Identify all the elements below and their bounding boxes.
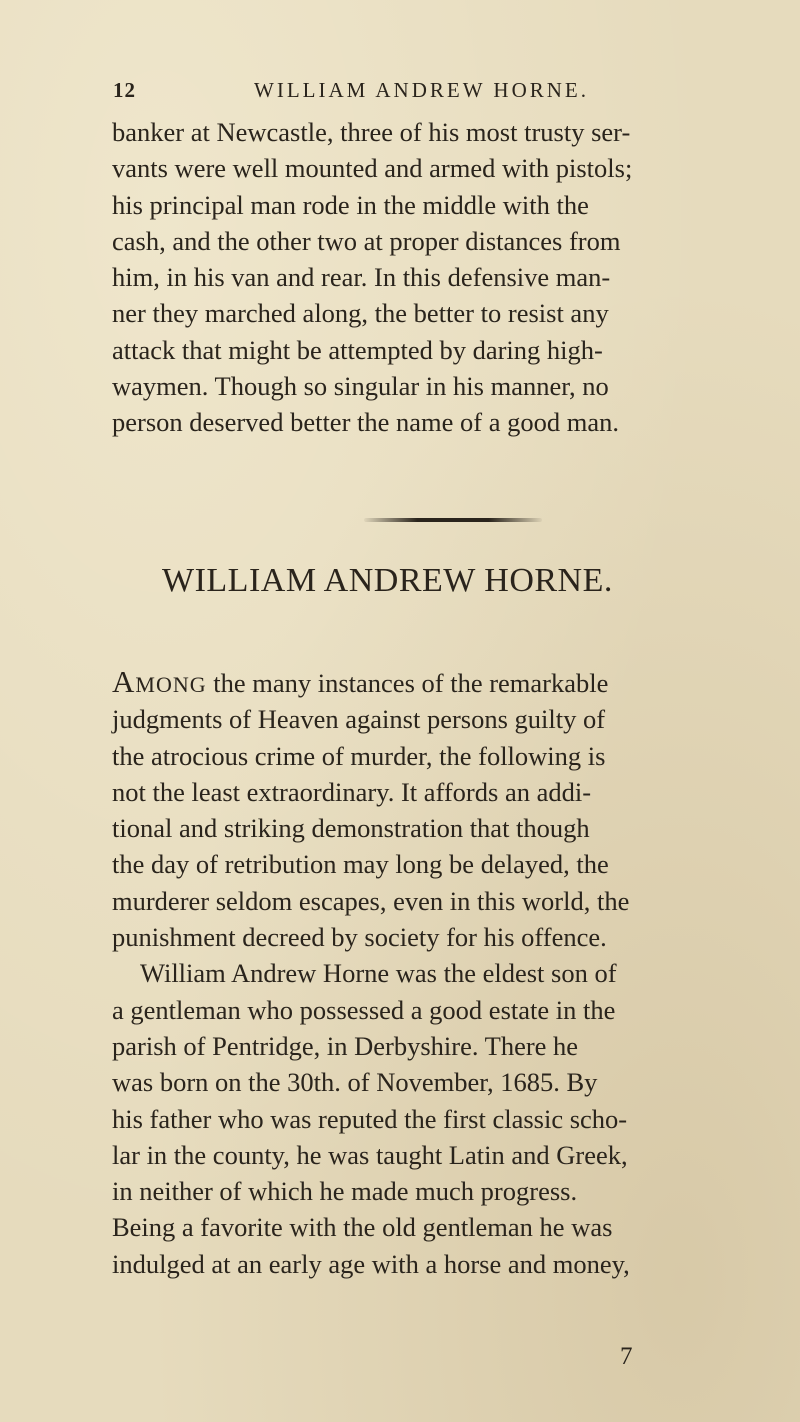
text-line: attack that might be attempted by daring high-: [112, 334, 603, 365]
opening-word: Among: [112, 664, 207, 699]
text-line: his father who was reputed the first classic scho-: [112, 1103, 628, 1134]
text-line: ner they marched along, the better to resist any: [112, 298, 609, 329]
text-line: was born on the 30th. of November, 1685. By: [112, 1067, 598, 1098]
text-line: his principal man rode in the middle with the: [112, 189, 589, 220]
text-line: in neither of which he made much progress.: [112, 1176, 578, 1207]
text-line: person deserved better the name of a good man.: [112, 407, 619, 438]
chapter-title: WILLIAM ANDREW HORNE.: [162, 562, 613, 599]
text-line: murderer seldom escapes, even in this world, the: [112, 885, 630, 916]
text-line: the atrocious crime of murder, the following is: [112, 740, 606, 771]
text-line: parish of Pentridge, in Derbyshire. There he: [112, 1030, 579, 1061]
text-line: indulged at an early age with a horse and money,: [112, 1248, 630, 1279]
text-line: tional and striking demonstration that though: [112, 813, 590, 844]
paragraph-first-line: William Andrew Horne was the eldest son of: [140, 958, 617, 989]
text-line: waymen. Though so singular in his manner, no: [112, 371, 609, 402]
signature-mark: 7: [620, 1343, 633, 1370]
text-line: the day of retribution may long be delayed, the: [112, 849, 609, 880]
text-line: Being a favorite with the old gentleman he was: [112, 1212, 613, 1243]
text-line: not the least extraordinary. It affords an addi-: [112, 776, 592, 807]
text-line: lar in the county, he was taught Latin and Greek,: [112, 1139, 628, 1170]
chapter-body: [112, 664, 752, 1282]
text-line: [112, 664, 752, 701]
section-divider: [364, 518, 542, 522]
running-title: WILLIAM ANDREW HORNE.: [254, 78, 589, 102]
text-line: him, in his van and rear. In this defensive man-: [112, 262, 611, 293]
running-head: [113, 78, 693, 108]
text-line: punishment decreed by society for his offence.: [112, 922, 607, 953]
first-line-rest: the many instances of the remarkable: [206, 668, 609, 698]
continuation-paragraph: [112, 114, 752, 441]
text-line: banker at Newcastle, three of his most trusty ser-: [112, 117, 631, 147]
text-line: cash, and the other two at proper distances from: [112, 225, 621, 256]
text-line: judgments of Heaven against persons guilty of: [112, 704, 606, 735]
text-line: vants were well mounted and armed with pistols;: [112, 153, 633, 184]
page-number: 12: [113, 78, 136, 102]
text-line: a gentleman who possessed a good estate in the: [112, 994, 616, 1025]
